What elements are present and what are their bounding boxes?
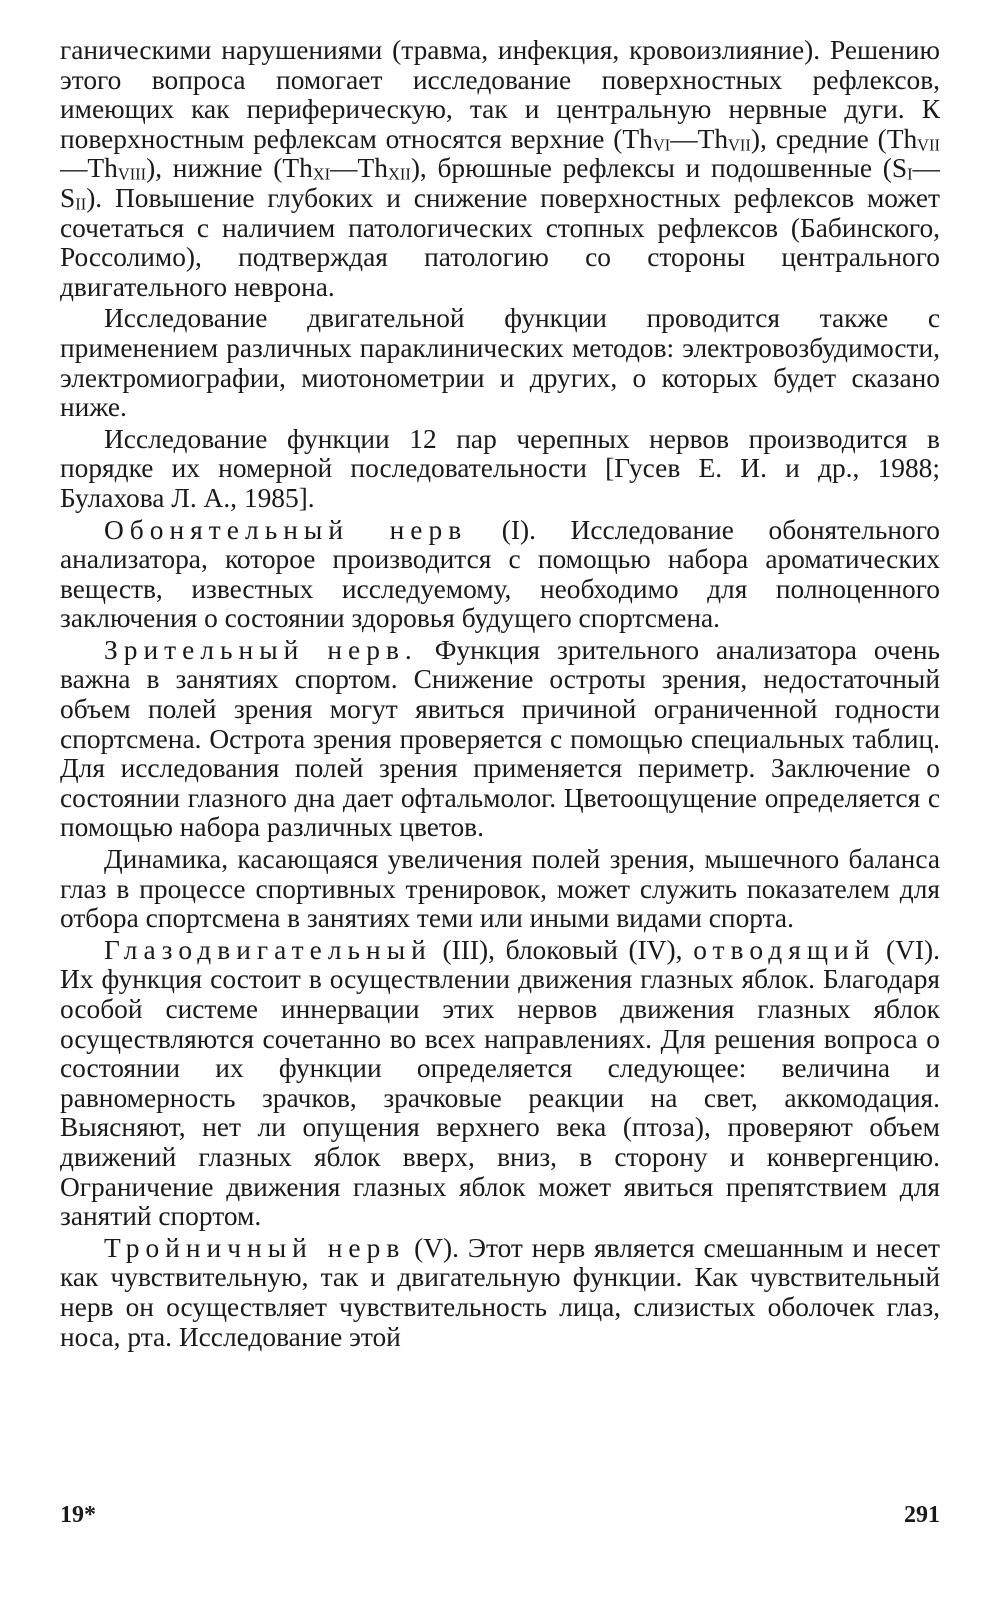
page-number: 291 [904, 1502, 940, 1528]
paragraph-cranial-nerves: Исследование функции 12 пар черепных нервов производится в порядке их номерной последовательности [Гусев Е. И. и др., 1988; Булахова Л. А., 1985]. [60, 423, 940, 513]
text-run: ). Повышение глубоких и снижение поверхностных рефлексов может сочетаться с наличием патологических стопных рефлексов (Бабинского, Россолимо), подтверждая патологию со стороны центрального двигательного неврона. [60, 182, 940, 302]
subscript: XII [387, 164, 411, 184]
text-run: ), нижние (Th [146, 153, 313, 184]
text-run: —S [60, 153, 940, 213]
signature-mark: 19* [60, 1502, 96, 1528]
text-run: ), брюшные рефлексы и подошвенные (S [410, 153, 908, 184]
text-run: (I). Исследование обонятельного анализатора, которое производится с помощью набора ароматических веществ, известных исследуемому, необходимо для полноценного заключения о состоянии здоровья будущего спортсмена. [60, 514, 940, 634]
section-heading-optic: Зрительный нерв. [104, 634, 418, 665]
paragraph-visual-dynamics: Динамика, касающаяся увеличения полей зрения, мышечного баланса глаз в процессе спортивных тренировок, может служить показателем для отбора спортсмена в занятиях теми или иными видами спорта. [60, 844, 940, 934]
subscript: VI [652, 135, 671, 155]
paragraph-motor-function: Исследование двигательной функции проводится также с применением различных параклинических методов: электровозбудимости, электромиографии, миотонометрии и других, о которых будет сказано ниже. [60, 303, 940, 423]
subscript: II [75, 194, 87, 214]
text-run: ганическими нарушениями (травма, инфекция, кровоизлияние). Решению этого вопроса помогает исследование поверхностных рефлексов, имеющих как периферическую, так и центральную нервные дуги. К поверхностным рефлексам относятся верхние (Th [60, 35, 940, 154]
paragraph-oculomotor-nerves [60, 936, 940, 1232]
subscript: XI [312, 164, 331, 184]
text-run: (V). Этот нерв является смешанным и несет как чувствительную, так и двигательную функции. Как чувствительный нерв он осуществляет чувствительность лица, слизистых оболочек глаз, носа, рта. Исследование этой [60, 1232, 940, 1352]
text-run: —Th [330, 153, 388, 184]
subscript: VIII [117, 164, 147, 184]
paragraph-surface-reflexes [60, 36, 940, 302]
paragraph-trigeminal-nerve [60, 1234, 940, 1352]
section-heading-oculomotor: Глазодвигательный [104, 934, 432, 965]
section-heading-olfactory: Обонятельный нерв [104, 514, 468, 545]
text-run: Функция зрительного анализатора очень важна в занятиях спортом. Снижение остроты зрения, недостаточный объем полей зрения могут явиться причиной ограниченной годности спортсмена. Острота зрения проверяется с помощью специальных таблиц. Для исследования полей зрения применяется периметр. Заключение о состоянии глазного дна дает офтальмолог. Цветоощущение определяется с помощью набора различных цветов. [60, 634, 940, 843]
text-run: (III), блоковый (IV), [431, 934, 694, 965]
page-text [60, 36, 940, 1352]
section-heading-abducens: отводящий [693, 934, 876, 965]
text-run: ), средние (Th [750, 123, 918, 154]
text-run: —Th [60, 153, 118, 184]
text-run: (VI). Их функция состоит в осуществлении движения глазных яблок. Благодаря особой системе иннервации этих нервов движения глазных яблок осуществляются сочетанно во всех направлениях. Для решения вопроса о состоянии их функции определяется следующее: величина и равномерность зрачков, зрачковые реакции на свет, аккомодация. Выясняют, нет ли опущения верхнего века (птоза), проверяют объем движений глазных яблок вверх, вниз, в сторону и конвергенцию. Ограничение движения глазных яблок может явиться препятствием для занятий спортом. [60, 934, 940, 1232]
paragraph-olfactory-nerve [60, 516, 940, 634]
text-run: —Th [670, 123, 729, 154]
subscript: I [907, 164, 913, 184]
paragraph-optic-nerve [60, 636, 940, 843]
subscript: VII [728, 135, 751, 155]
section-heading-trigeminal: Тройничный нерв [104, 1232, 406, 1263]
subscript: VII [917, 135, 940, 155]
